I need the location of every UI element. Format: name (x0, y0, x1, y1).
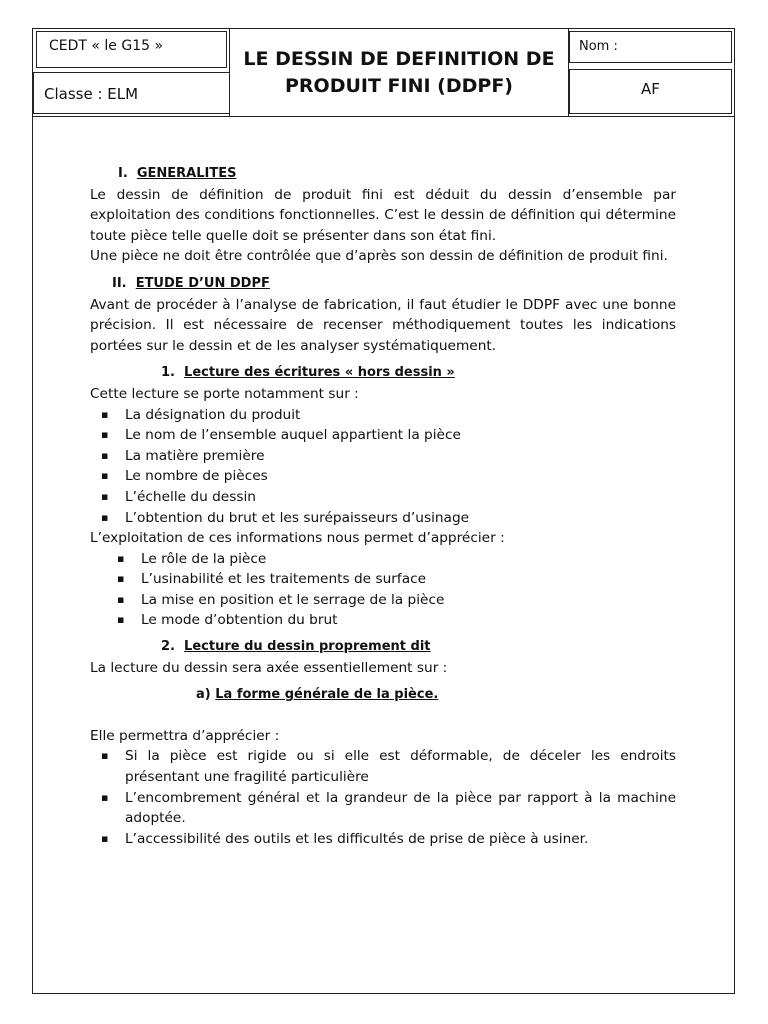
list-item: ▪ Le nombre de pièces (90, 466, 676, 487)
subsection-2-title: Lecture du dessin proprement dit (184, 639, 431, 655)
list-item: ▪ L’obtention du brut et les surépaisseurs d’usinage (90, 508, 676, 529)
header-divider (33, 116, 734, 117)
section-1-paragraph-2: Une pièce ne doit être contrôlée que d’après son dessin de définition de produit fini. (90, 248, 668, 265)
subsection-2-intro: La lecture du dessin sera axée essentiellement sur : (90, 659, 448, 676)
subsection-2-intro-2: Elle permettra d’apprécier : (90, 727, 280, 744)
subsubsection-a-number: a) (196, 687, 211, 703)
list-item: ▪ La désignation du produit (90, 405, 676, 426)
list-item: ▪ Le rôle de la pièce (90, 549, 676, 570)
section-2-paragraph-1: Avant de procéder à l’analyse de fabrication, il faut étudier le DDPF avec une bonne précision. Il est nécessaire de recenser méthodiquement toutes les indications portées sur le dessin et de les analyser systématiquement. (90, 296, 676, 354)
name-value: AF (569, 69, 732, 114)
list-item: ▪ Le nom de l’ensemble auquel appartient la pièce (90, 425, 676, 446)
document-header (33, 29, 734, 116)
document-body (90, 164, 676, 849)
list-item: ▪ La mise en position et le serrage de la pièce (90, 590, 676, 611)
subsection-1-list (90, 405, 676, 529)
subsection-1-title: Lecture des écritures « hors dessin » (184, 365, 455, 381)
subsection-2-heading (161, 637, 676, 658)
list-item: ▪ La matière première (90, 446, 676, 467)
school-cell: CEDT « le G15 » (36, 31, 227, 68)
class-cell: Classe : ELM (33, 72, 230, 114)
list-item: ▪ L’encombrement général et la grandeur de la pièce par rapport à la machine adoptée. (90, 788, 676, 829)
subsubsection-a-heading (196, 685, 676, 706)
subsection-1-intro: Cette lecture se porte notamment sur : (90, 385, 359, 402)
subsection-1-intro-2: L’exploitation de ces informations nous permet d’apprécier : (90, 530, 505, 547)
section-2-title: ETUDE D’UN DDPF (135, 275, 270, 291)
list-item: ▪ L’échelle du dessin (90, 487, 676, 508)
list-item: ▪ Si la pièce est rigide ou si elle est déformable, de déceler les endroits présentant une fragilité particulière (90, 746, 676, 787)
section-1-paragraph-1: Le dessin de définition de produit fini est déduit du dessin d’ensemble par exploitation des conditions fonctionnelles. C’est le dessin de définition qui détermine toute pièce telle quelle doit se présenter dans son état fini. (90, 186, 676, 244)
title-line-1: LE DESSIN DE DEFINITION DE (243, 47, 555, 70)
section-1-title: GENERALITES (136, 166, 237, 181)
subsection-2-number: 2. (161, 639, 175, 655)
subsection-1-number: 1. (161, 365, 175, 381)
subsection-2-list (90, 746, 676, 849)
list-item: ▪ L’usinabilité et les traitements de surface (90, 569, 676, 590)
subsubsection-a-title: La forme générale de la pièce. (215, 687, 439, 703)
section-1-heading (118, 164, 676, 185)
list-item: ▪ L’accessibilité des outils et les difficultés de prise de pièce à usiner. (90, 829, 676, 850)
subsection-1-list-2 (90, 549, 676, 631)
name-label: Nom : (569, 31, 732, 63)
section-1-number: I. (118, 166, 128, 181)
subsection-1-heading (161, 363, 676, 384)
title-line-2: PRODUIT FINI (DDPF) (284, 74, 513, 97)
list-item: ▪ Le mode d’obtention du brut (90, 610, 676, 631)
document-title (229, 29, 569, 116)
section-2-number: II. (112, 275, 127, 291)
section-2-heading (112, 274, 676, 295)
